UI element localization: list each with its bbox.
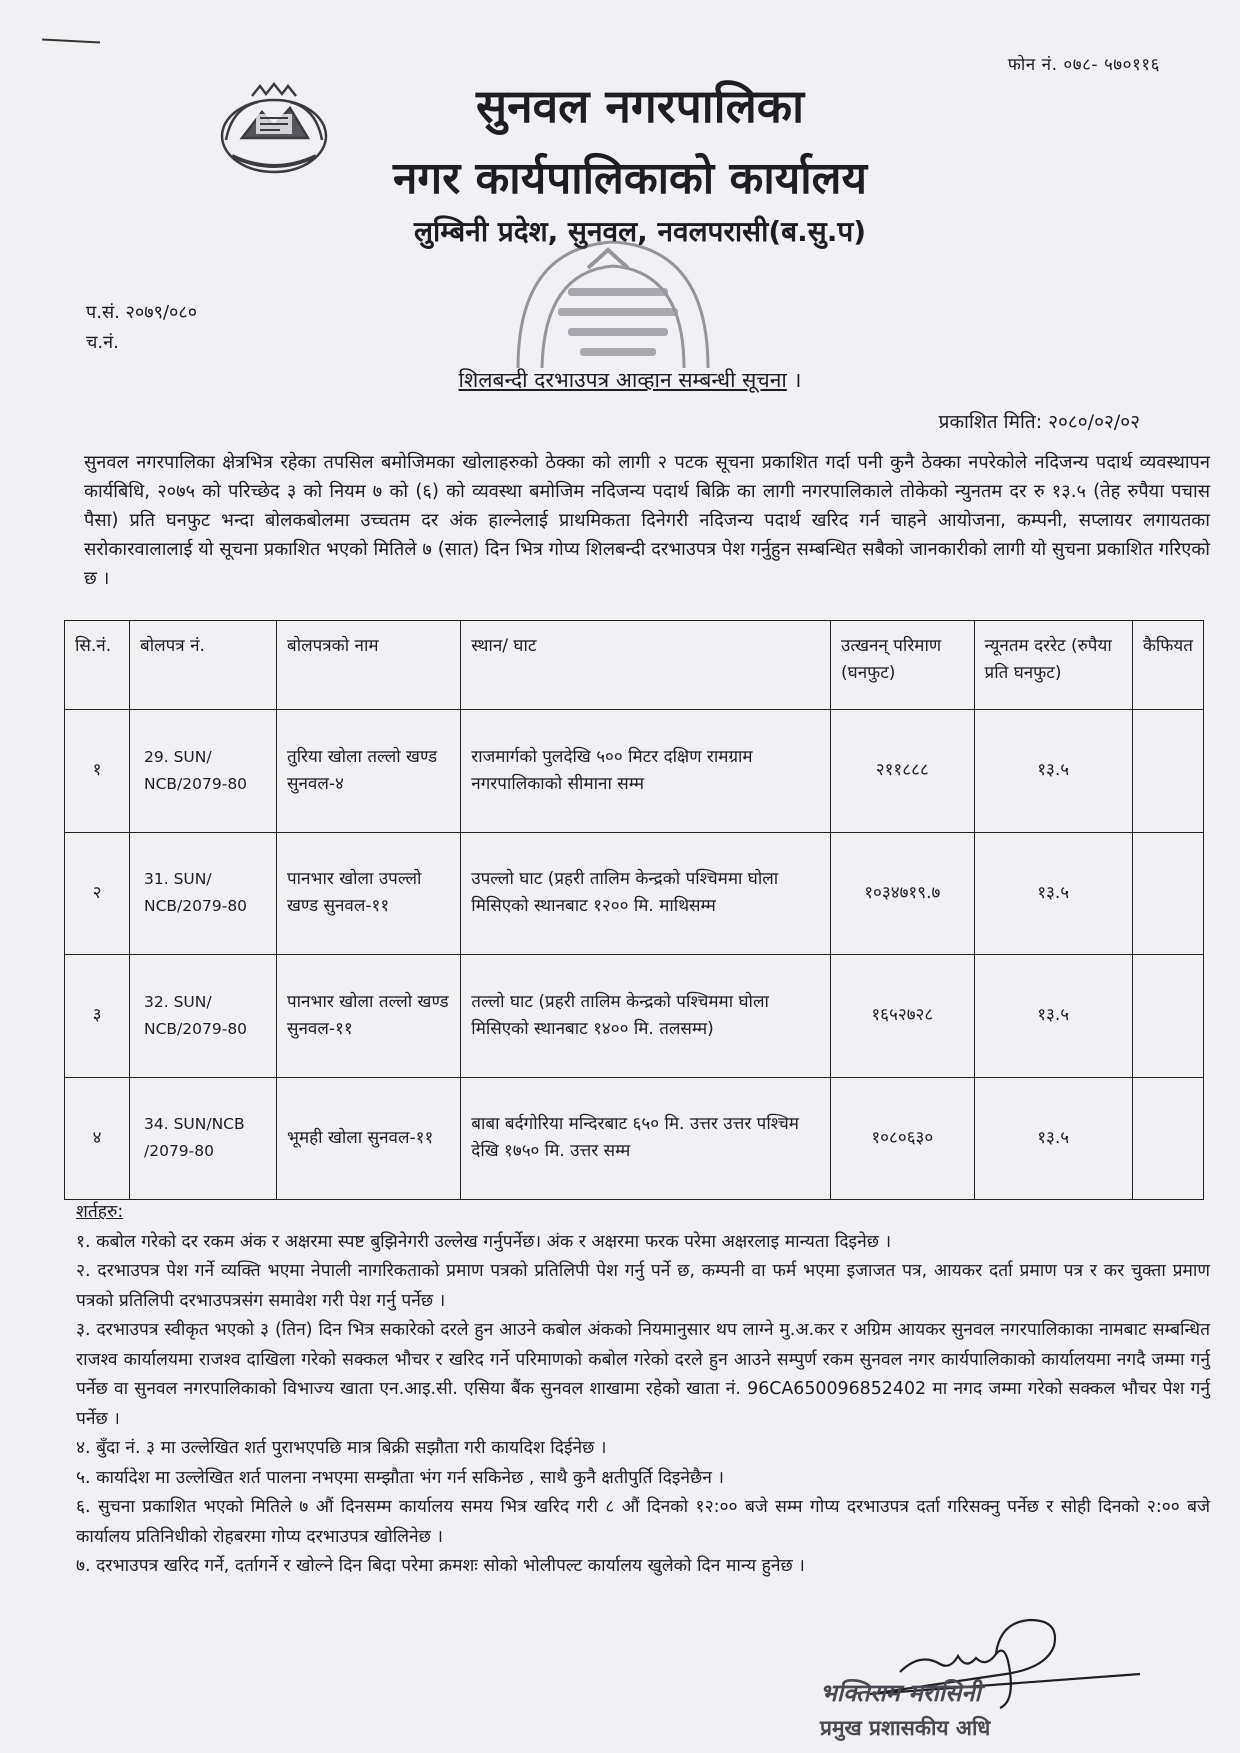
- cell-bid-number: 31. SUN/ NCB/2079-80: [130, 832, 277, 955]
- bid-table: [64, 620, 1204, 1200]
- header-rate: न्यूनतम दररेट (रुपैया प्रति घनफुट): [974, 621, 1132, 710]
- term-item: ५. कार्यादेश मा उल्लेखित शर्त पालना नभएमा सम्झौता भंग गर्न सकिनेछ , साथै कुनै क्षतीपुर्ति दिइनेछैन ।: [76, 1467, 724, 1488]
- cell-serial: १: [65, 710, 130, 833]
- notice-title-text: शिलबन्दी दरभाउपत्र आव्हान सम्बन्धी सूचना: [458, 368, 787, 392]
- intro-paragraph: सुनवल नगरपालिका क्षेत्रभित्र रहेका तपसिल बमोजिमका खोलाहरुको ठेक्का को लागी २ पटक सूचना प्रकाशित गर्दा पनी कुनै ठेक्का नपरेकोले नदिजन्य पदार्थ व्यवस्थापन कार्यबिधि, २०७५ को परिच्छेद ३ को नियम ७ को (६) को व्यवस्था बमोजिम नदिजन्य पदार्थ बिक्रि का लागी नगरपालिकाले तोकेको न्युनतम दर रु १३.५ (तेह रुपैया पचास पैसा) प्रति घनफुट भन्दा बोलकबोलमा उच्चतम दर अंक हाल्नेलाई प्राथमिकता दिनेगरी नदिजन्य पदार्थ खरिद गर्न चाहने आयोजना, कम्पनी, सप्लायर लगायतका सरोकारवालालाई यो सूचना प्रकाशित भएको मितिले ७ (सात) दिन भित्र गोप्य शिलबन्दी दरभाउपत्र पेश गर्नुहुन सम्बन्धित सबैको जानकारीको लागी यो सुचना प्रकाशित गरिएको छ ।: [84, 452, 1210, 589]
- term-item: ७. दरभाउपत्र खरिद गर्ने, दर्तागर्ने र खोल्ने दिन बिदा परेमा क्रमशः सोको भोलीपल्ट कार्यालय खुलेको दिन मान्य हुनेछ ।: [76, 1556, 805, 1576]
- cell-serial: ४: [65, 1077, 130, 1200]
- cell-rate: १३.५: [974, 955, 1132, 1078]
- term-item: १. कबोल गरेको दर रकम अंक र अक्षरमा स्पष्ट बुझिनेगरी उल्लेख गर्नुपर्नेछ। अंक र अक्षरमा फरक परेमा अक्षरलाइ मान्यता दिइनेछ ।: [76, 1231, 892, 1252]
- notice-title: [0, 366, 1240, 394]
- terms-heading: शर्तहरु:: [76, 1202, 124, 1222]
- table-row: [65, 1077, 1204, 1200]
- table-row: [65, 710, 1204, 833]
- letter-number: प.सं. २०७९/०८०: [86, 302, 198, 323]
- cell-bid-name: पानभार खोला उपल्लो खण्ड सुनवल-११: [277, 832, 461, 955]
- cell-bid-name: भूमही खोला सुनवल-११: [277, 1077, 461, 1200]
- cell-remarks: [1132, 1077, 1203, 1200]
- header-bid-name: बोलपत्रको नाम: [277, 621, 461, 710]
- cell-serial: २: [65, 832, 130, 955]
- cell-rate: १३.५: [974, 710, 1132, 833]
- phone-number: फोन नं. ०७८- ५७०११६: [1007, 55, 1160, 75]
- table-header-row: [65, 621, 1204, 710]
- cell-bid-number: 32. SUN/ NCB/2079-80: [130, 955, 277, 1078]
- dispatch-number: च.नं.: [86, 332, 119, 353]
- signatory-name: भक्तिराम मरासिनी: [820, 1679, 981, 1707]
- cell-bid-name: तुरिया खोला तल्लो खण्ड सुनवल-४: [277, 710, 461, 833]
- header-remarks: कैफियत: [1132, 621, 1203, 710]
- cell-remarks: [1132, 710, 1203, 833]
- cell-quantity: १६५२७२८: [831, 955, 975, 1078]
- term-item: ६. सुचना प्रकाशित भएको मितिले ७ औं दिनसम्म कार्यालय समय भित्र खरिद गरी ८ औं दिनको १२:०० बजे सम्म गोप्य दरभाउपत्र दर्ता गरिसक्नु पर्नेछ र सोही दिनको २:०० बजे कार्यालय प्रतिनिधीको रोहबरमा गोप्य दरभाउपत्र खोलिनेछ ।: [76, 1497, 1210, 1547]
- cell-bid-number: 29. SUN/ NCB/2079-80: [130, 710, 277, 833]
- published-date: प्रकाशित मिति: २०८०/०२/०२: [938, 411, 1140, 433]
- term-item: २. दरभाउपत्र पेश गर्ने व्यक्ति भएमा नेपाली नागरिकताको प्रमाण पत्रको प्रतिलिपी पेश गर्नु पर्ने छ, कम्पनी वा फर्म भएमा इजाजत पत्र, आयकर दर्ता प्रमाण पत्र र कर चुक्ता प्रमाण पत्रको प्रतिलिपी दरभाउपत्रसंग समावेश गरी पेश गर्नु पर्नेछ ।: [76, 1261, 1210, 1311]
- office-stamp: [498, 228, 728, 378]
- cell-rate: १३.५: [974, 832, 1132, 955]
- header-quantity: उत्खनन् परिमाण (घनफुट): [831, 621, 975, 710]
- term-item: ३. दरभाउपत्र स्वीकृत भएको ३ (तिन) दिन भित्र सकारेको दरले हुन आउने कबोल अंकको नियमानुसार थप लाग्ने मु.अ.कर र अग्रिम आयकर सुनवल नगरपालिकाका नामबाट सम्बन्धित राजश्व कार्यालयमा राजश्व दाखिला गरेको सक्कल भौचर र खरिद गर्ने परिमाणको कबोल गरेको दरले हुन आउने सम्पुर्ण रकम सुनवल नगर कार्यपालिकाको कार्यालयमा नगदै जम्मा गर्नु पर्नेछ वा सुनवल नगरपालिकाको विभाज्य खाता एन.आइ.सी. एसिया बैंक सुनवल शाखामा रहेको खाता नं. 96CA650096852402 मा नगद जम्मा गरेको सक्कल भौचर पेश गर्नु पर्नेछ ।: [76, 1320, 1210, 1429]
- cell-rate: १३.५: [974, 1077, 1132, 1200]
- cell-remarks: [1132, 832, 1203, 955]
- header-location: स्थान/ घाट: [461, 621, 831, 710]
- signatory-designation: प्रमुख प्रशासकीय अधि: [820, 1716, 991, 1740]
- header-serial: सि.नं.: [65, 621, 130, 710]
- cell-location: राजमार्गको पुलदेखि ५०० मिटर दक्षिण रामग्राम नगरपालिकाको सीमाना सम्म: [461, 710, 831, 833]
- notice-title-end: ।: [786, 368, 802, 392]
- cell-bid-name: पानभार खोला तल्लो खण्ड सुनवल-११: [277, 955, 461, 1078]
- table-row: [65, 955, 1204, 1078]
- terms-section: [76, 1198, 1210, 1582]
- cell-location: तल्लो घाट (प्रहरी तालिम केन्द्रको पश्चिममा घोला मिसिएको स्थानबाट १४०० मि. तलसम्म): [461, 955, 831, 1078]
- pen-mark: [42, 38, 100, 47]
- term-item: ४. बुँदा नं. ३ मा उल्लेखित शर्त पुराभएपछि मात्र बिक्री सझौता गरी कायदिश दिईनेछ ।: [76, 1438, 607, 1458]
- office-title: नगर कार्यपालिकाको कार्यालय: [393, 153, 867, 204]
- municipality-title: सुनवल नगरपालिका: [475, 79, 805, 133]
- cell-quantity: १०३४७१९.७: [831, 832, 975, 955]
- cell-location: बाबा बर्दगोरिया मन्दिरबाट ६५० मि. उत्तर उत्तर पश्चिम देखि १७५० मि. उत्तर सम्म: [461, 1077, 831, 1200]
- cell-bid-number: 34. SUN/NCB /2079-80: [130, 1077, 277, 1200]
- table-row: [65, 832, 1204, 955]
- header-bid-number: बोलपत्र नं.: [130, 621, 277, 710]
- cell-quantity: २११८८८: [831, 710, 975, 833]
- cell-location: उपल्लो घाट (प्रहरी तालिम केन्द्रको पश्चिममा घोला मिसिएको स्थानबाट १२०० मि. माथिसम्म: [461, 832, 831, 955]
- cell-serial: ३: [65, 955, 130, 1078]
- cell-quantity: १०८०६३०: [831, 1077, 975, 1200]
- address-title: लुम्बिनी प्रदेश, सुनवल, नवलपरासी(ब.सु.प): [413, 215, 867, 248]
- cell-remarks: [1132, 955, 1203, 1078]
